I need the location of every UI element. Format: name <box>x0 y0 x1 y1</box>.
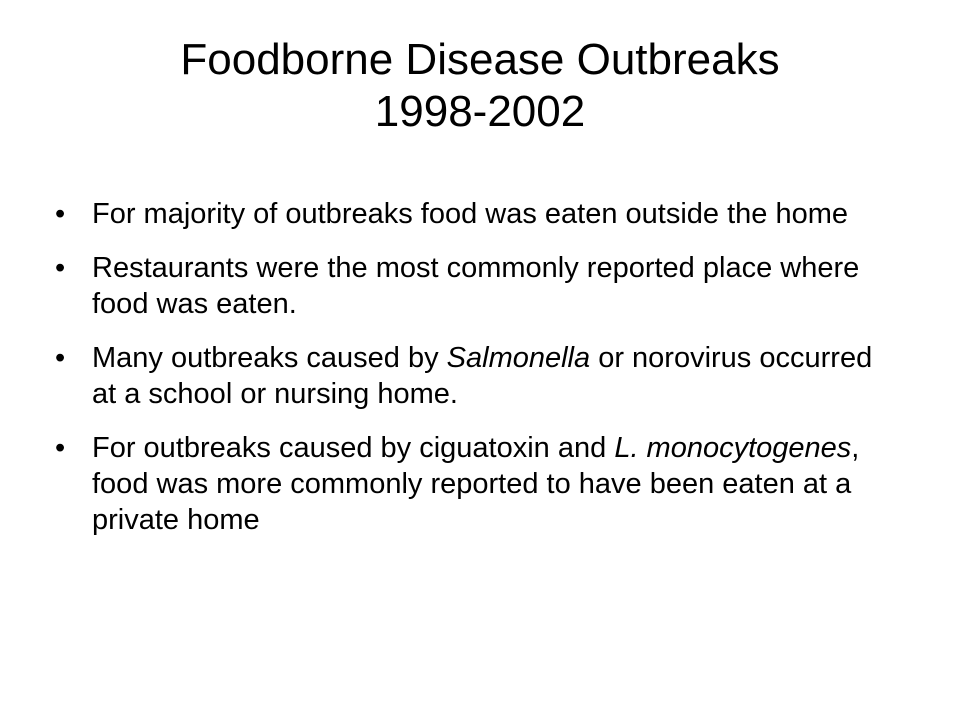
bullet-marker: • <box>55 198 66 230</box>
bullet-list <box>55 196 875 556</box>
bullet-text-italic-organism: L. monocytogenes <box>614 432 852 464</box>
title-line-2: 1998-2002 <box>374 87 586 136</box>
bullet-text <box>92 430 875 538</box>
bullet-marker: • <box>55 252 66 284</box>
bullet-item-3 <box>55 340 875 412</box>
bullet-text-italic-organism: Salmonella <box>446 342 591 374</box>
bullet-text-part-2: or norovirus occurred at a school or nursing home. <box>92 342 873 410</box>
bullet-text: Restaurants were the most commonly reported place where food was eaten. <box>92 252 860 320</box>
bullet-item-4 <box>55 430 875 538</box>
bullet-marker: • <box>55 432 66 464</box>
bullet-text-part-1: For outbreaks caused by ciguatoxin and <box>92 432 615 464</box>
bullet-text: For majority of outbreaks food was eaten outside the home <box>92 198 849 230</box>
title-line-1: Foodborne Disease Outbreaks <box>180 35 780 84</box>
bullet-item-2 <box>55 250 875 322</box>
bullet-item-1 <box>55 196 875 232</box>
bullet-marker: • <box>55 342 66 374</box>
bullet-text-part-1: Many outbreaks caused by <box>92 342 447 374</box>
bullet-text <box>92 340 875 412</box>
slide-title <box>40 34 920 138</box>
bullet-text-part-2: , food was more commonly reported to have been eaten at a private home <box>92 432 860 536</box>
